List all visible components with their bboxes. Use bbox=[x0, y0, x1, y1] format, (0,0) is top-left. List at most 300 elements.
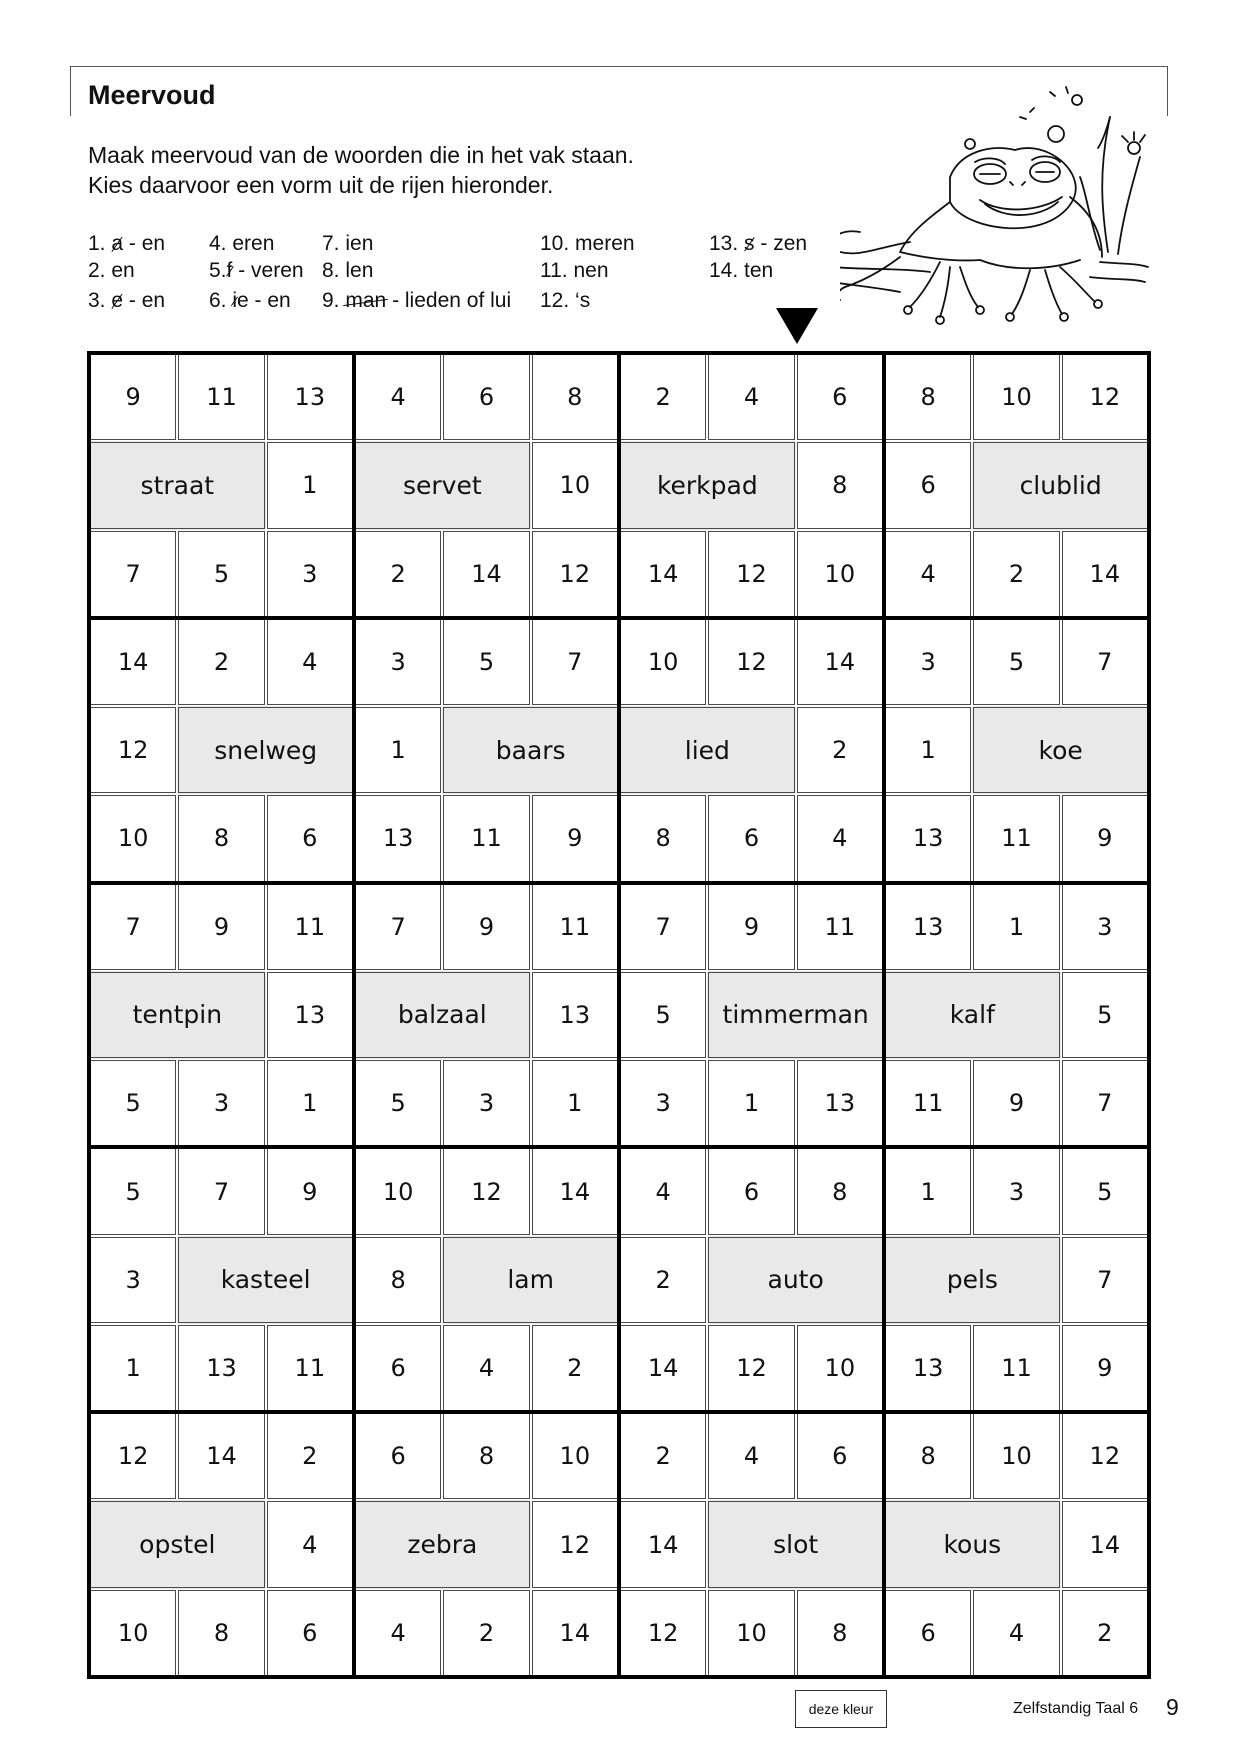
number-text: 14 bbox=[117, 647, 149, 676]
number-cell bbox=[354, 883, 442, 971]
number-cell bbox=[1061, 1147, 1149, 1235]
number-text: 4 bbox=[1008, 1618, 1025, 1647]
number-cell bbox=[177, 794, 265, 882]
number-text: 12 bbox=[1089, 1442, 1121, 1471]
number-cell bbox=[796, 1059, 884, 1147]
number-cell bbox=[531, 794, 619, 882]
number-cell bbox=[531, 1147, 619, 1235]
number-text: 9 bbox=[1097, 1354, 1113, 1383]
number-text: 6 bbox=[832, 383, 848, 412]
number-cell bbox=[884, 1147, 972, 1235]
number-cell bbox=[972, 618, 1060, 706]
number-text: 13 bbox=[824, 1089, 856, 1118]
number-text: 11 bbox=[206, 383, 237, 412]
word-cell bbox=[707, 971, 884, 1059]
word-text: tentpin bbox=[132, 1000, 223, 1030]
number-cell bbox=[972, 883, 1060, 971]
word-text: zebra bbox=[407, 1530, 478, 1560]
number-text: 7 bbox=[1097, 1089, 1113, 1118]
number-cell bbox=[796, 1147, 884, 1235]
number-text: 5 bbox=[1008, 647, 1025, 676]
number-text: 13 bbox=[912, 1354, 944, 1383]
number-text: 8 bbox=[567, 383, 583, 412]
number-cell bbox=[796, 1324, 884, 1412]
number-cell bbox=[1061, 971, 1149, 1059]
option-9: 9. man - lieden of lui bbox=[322, 289, 512, 312]
number-text: 8 bbox=[213, 824, 230, 853]
number-cell bbox=[619, 618, 707, 706]
number-cell bbox=[707, 1059, 795, 1147]
number-text: 14 bbox=[647, 1530, 679, 1559]
number-cell bbox=[1061, 1236, 1149, 1324]
number-cell bbox=[266, 530, 354, 618]
number-text: 9 bbox=[478, 912, 495, 941]
number-cell bbox=[266, 618, 354, 706]
number-text: 9 bbox=[302, 1177, 318, 1206]
number-cell bbox=[354, 794, 442, 882]
word-cell bbox=[619, 441, 796, 529]
number-cell bbox=[796, 1589, 884, 1677]
page-title: Meervoud bbox=[88, 80, 216, 110]
number-cell bbox=[796, 794, 884, 882]
number-text: 11 bbox=[294, 912, 326, 941]
option-1: 1. a - en bbox=[88, 232, 166, 255]
number-cell bbox=[1061, 353, 1149, 441]
number-cell bbox=[442, 1412, 530, 1500]
number-text: 13 bbox=[294, 383, 326, 412]
number-text: 4 bbox=[302, 647, 318, 676]
number-cell bbox=[354, 1147, 442, 1235]
word-cell bbox=[442, 706, 619, 794]
number-cell bbox=[707, 1412, 795, 1500]
number-text: 9 bbox=[567, 824, 583, 853]
number-cell bbox=[884, 1324, 972, 1412]
word-cell bbox=[89, 441, 266, 529]
number-text: 1 bbox=[567, 1089, 583, 1118]
number-cell bbox=[619, 883, 707, 971]
number-text: 7 bbox=[655, 912, 671, 941]
color-sample-box: deze kleur bbox=[795, 1690, 887, 1728]
number-text: 10 bbox=[1001, 383, 1032, 412]
number-text: 9 bbox=[213, 912, 230, 941]
number-cell bbox=[619, 794, 707, 882]
number-text: 3 bbox=[655, 1089, 671, 1118]
number-cell bbox=[707, 353, 795, 441]
number-text: 13 bbox=[912, 824, 944, 853]
number-text: 12 bbox=[736, 647, 767, 676]
number-text: 7 bbox=[125, 912, 141, 941]
number-text: 2 bbox=[832, 736, 848, 765]
number-text: 4 bbox=[655, 1177, 671, 1206]
grid-block-line-horizontal bbox=[87, 1410, 1151, 1414]
number-cell bbox=[177, 618, 265, 706]
number-cell bbox=[354, 1236, 442, 1324]
number-cell bbox=[531, 1500, 619, 1588]
number-cell bbox=[972, 1589, 1060, 1677]
word-cell bbox=[972, 706, 1149, 794]
number-cell bbox=[707, 794, 795, 882]
word-text: straat bbox=[140, 470, 215, 500]
word-text: clublid bbox=[1019, 470, 1102, 500]
number-text: 6 bbox=[302, 824, 318, 853]
number-text: 9 bbox=[1008, 1089, 1025, 1118]
number-text: 3 bbox=[213, 1089, 230, 1118]
grid-block-line-vertical bbox=[882, 351, 886, 1679]
number-cell bbox=[972, 794, 1060, 882]
number-cell bbox=[619, 1324, 707, 1412]
number-text: 14 bbox=[647, 1354, 679, 1383]
number-text: 13 bbox=[912, 912, 944, 941]
number-cell bbox=[531, 441, 619, 529]
number-cell bbox=[884, 618, 972, 706]
number-cell bbox=[531, 971, 619, 1059]
number-text: 1 bbox=[743, 1089, 760, 1118]
number-cell bbox=[707, 618, 795, 706]
instruction-line-2: Kies daarvoor een vorm uit de rijen hieronder. bbox=[88, 172, 554, 198]
number-cell bbox=[531, 618, 619, 706]
number-text: 9 bbox=[743, 912, 760, 941]
number-cell bbox=[884, 1589, 972, 1677]
number-cell bbox=[1061, 1589, 1149, 1677]
number-text: 5 bbox=[125, 1089, 141, 1118]
number-text: 1 bbox=[920, 736, 936, 765]
number-cell bbox=[796, 441, 884, 529]
number-text: 7 bbox=[125, 559, 141, 588]
number-cell bbox=[972, 1324, 1060, 1412]
number-text: 13 bbox=[559, 1000, 591, 1029]
number-text: 3 bbox=[125, 1265, 141, 1294]
grid-block-line-horizontal bbox=[87, 881, 1151, 885]
number-text: 2 bbox=[390, 559, 406, 588]
number-cell bbox=[796, 1412, 884, 1500]
number-cell bbox=[1061, 1324, 1149, 1412]
number-text: 6 bbox=[390, 1442, 406, 1471]
number-text: 4 bbox=[390, 1618, 406, 1647]
word-text: auto bbox=[767, 1265, 824, 1295]
number-text: 7 bbox=[1097, 647, 1113, 676]
header-frame-right bbox=[1167, 66, 1168, 116]
number-text: 2 bbox=[1097, 1618, 1113, 1647]
number-cell bbox=[619, 1589, 707, 1677]
number-text: 6 bbox=[920, 1618, 936, 1647]
number-cell bbox=[266, 1589, 354, 1677]
number-text: 4 bbox=[743, 383, 760, 412]
word-cell bbox=[89, 1500, 266, 1588]
number-text: 9 bbox=[1097, 824, 1113, 853]
word-cell bbox=[354, 441, 531, 529]
number-text: 9 bbox=[125, 383, 141, 412]
option-2: 2. en bbox=[88, 259, 135, 282]
number-text: 2 bbox=[655, 1442, 671, 1471]
word-cell bbox=[707, 1236, 884, 1324]
page-number: 9 bbox=[1166, 1694, 1179, 1720]
number-text: 1 bbox=[302, 471, 318, 500]
word-text: servet bbox=[402, 470, 482, 500]
number-cell bbox=[442, 794, 530, 882]
grid-block-line-vertical bbox=[87, 351, 91, 1679]
number-text: 11 bbox=[1001, 824, 1032, 853]
number-cell bbox=[884, 530, 972, 618]
header-frame-top bbox=[70, 66, 1168, 67]
number-cell bbox=[354, 530, 442, 618]
number-text: 1 bbox=[1008, 912, 1025, 941]
number-cell bbox=[354, 706, 442, 794]
number-text: 3 bbox=[1008, 1177, 1025, 1206]
word-text: pels bbox=[946, 1265, 998, 1295]
down-arrow-marker bbox=[776, 308, 818, 344]
number-cell bbox=[442, 1147, 530, 1235]
number-text: 12 bbox=[117, 736, 149, 765]
number-cell bbox=[442, 1589, 530, 1677]
option-11: 11. nen bbox=[540, 259, 609, 282]
number-cell bbox=[1061, 530, 1149, 618]
number-text: 5 bbox=[390, 1089, 406, 1118]
number-cell bbox=[177, 1059, 265, 1147]
number-cell bbox=[442, 618, 530, 706]
number-text: 4 bbox=[302, 1530, 318, 1559]
number-cell bbox=[266, 1059, 354, 1147]
number-cell bbox=[266, 1147, 354, 1235]
number-cell bbox=[266, 1412, 354, 1500]
book-title: Zelfstandig Taal 6 bbox=[1013, 1700, 1139, 1717]
number-cell bbox=[884, 441, 972, 529]
number-cell bbox=[177, 353, 265, 441]
number-cell bbox=[1061, 1412, 1149, 1500]
number-cell bbox=[89, 1147, 177, 1235]
word-text: kerkpad bbox=[656, 470, 758, 500]
number-cell bbox=[796, 530, 884, 618]
number-text: 6 bbox=[743, 1177, 760, 1206]
number-cell bbox=[442, 1324, 530, 1412]
number-text: 12 bbox=[559, 1530, 591, 1559]
number-cell bbox=[1061, 1059, 1149, 1147]
word-text: balzaal bbox=[397, 1000, 487, 1030]
grid-block-line-vertical bbox=[352, 351, 356, 1679]
word-cell bbox=[177, 706, 354, 794]
number-text: 10 bbox=[1001, 1442, 1032, 1471]
number-text: 8 bbox=[832, 1177, 848, 1206]
number-text: 2 bbox=[655, 1265, 671, 1294]
number-text: 11 bbox=[1001, 1354, 1032, 1383]
number-cell bbox=[266, 353, 354, 441]
number-cell bbox=[266, 971, 354, 1059]
number-cell bbox=[972, 530, 1060, 618]
number-cell bbox=[442, 1059, 530, 1147]
number-text: 1 bbox=[390, 736, 406, 765]
number-cell bbox=[89, 1412, 177, 1500]
number-text: 8 bbox=[832, 1618, 848, 1647]
word-cell bbox=[884, 971, 1061, 1059]
number-text: 13 bbox=[294, 1000, 326, 1029]
number-cell bbox=[707, 530, 795, 618]
number-cell bbox=[972, 1412, 1060, 1500]
number-text: 3 bbox=[920, 647, 936, 676]
number-cell bbox=[354, 1324, 442, 1412]
number-text: 4 bbox=[743, 1442, 760, 1471]
option-14: 14. ten bbox=[709, 259, 774, 282]
number-cell bbox=[177, 1589, 265, 1677]
number-cell bbox=[884, 1412, 972, 1500]
number-text: 12 bbox=[736, 1354, 767, 1383]
number-text: 11 bbox=[559, 912, 591, 941]
option-7: 7. ien bbox=[322, 232, 374, 255]
number-text: 10 bbox=[647, 647, 679, 676]
option-3: 3. e - en bbox=[88, 289, 166, 312]
number-cell bbox=[89, 1059, 177, 1147]
number-text: 10 bbox=[117, 824, 149, 853]
number-text: 14 bbox=[1089, 559, 1121, 588]
number-text: 14 bbox=[1089, 1530, 1121, 1559]
word-cell bbox=[884, 1236, 1061, 1324]
number-text: 6 bbox=[743, 824, 760, 853]
number-text: 8 bbox=[213, 1618, 230, 1647]
number-cell bbox=[531, 1059, 619, 1147]
grid-block-line-vertical bbox=[1147, 351, 1151, 1679]
number-cell bbox=[89, 706, 177, 794]
number-cell bbox=[89, 1589, 177, 1677]
word-cell bbox=[972, 441, 1149, 529]
instruction-line-1: Maak meervoud van de woorden die in het vak staan. bbox=[88, 142, 634, 168]
number-text: 14 bbox=[206, 1442, 237, 1471]
number-text: 3 bbox=[390, 647, 406, 676]
word-text: opstel bbox=[139, 1530, 216, 1560]
number-cell bbox=[266, 1324, 354, 1412]
number-cell bbox=[89, 794, 177, 882]
number-cell bbox=[884, 353, 972, 441]
number-text: 6 bbox=[478, 383, 495, 412]
word-cell bbox=[619, 706, 796, 794]
number-cell bbox=[1061, 794, 1149, 882]
number-text: 10 bbox=[382, 1177, 414, 1206]
number-text: 8 bbox=[920, 383, 936, 412]
number-text: 12 bbox=[471, 1177, 502, 1206]
number-cell bbox=[266, 794, 354, 882]
number-cell bbox=[89, 883, 177, 971]
number-text: 2 bbox=[655, 383, 671, 412]
number-cell bbox=[177, 530, 265, 618]
number-text: 3 bbox=[302, 559, 318, 588]
number-text: 2 bbox=[478, 1618, 495, 1647]
number-cell bbox=[1061, 618, 1149, 706]
number-text: 1 bbox=[125, 1354, 141, 1383]
number-text: 5 bbox=[125, 1177, 141, 1206]
number-cell bbox=[707, 1589, 795, 1677]
number-text: 6 bbox=[302, 1618, 318, 1647]
number-cell bbox=[531, 530, 619, 618]
number-cell bbox=[89, 618, 177, 706]
option-6: 6. ie - en bbox=[209, 289, 291, 312]
number-cell bbox=[1061, 1500, 1149, 1588]
number-text: 11 bbox=[912, 1089, 944, 1118]
word-text: snelweg bbox=[214, 735, 318, 765]
number-text: 3 bbox=[478, 1089, 495, 1118]
number-text: 8 bbox=[390, 1265, 406, 1294]
number-text: 13 bbox=[206, 1354, 237, 1383]
number-cell bbox=[89, 1324, 177, 1412]
number-text: 5 bbox=[1097, 1177, 1113, 1206]
number-text: 12 bbox=[1089, 383, 1121, 412]
word-text: lam bbox=[507, 1265, 554, 1295]
number-cell bbox=[619, 1147, 707, 1235]
word-text: kalf bbox=[949, 1000, 995, 1030]
option-12: 12. ‘s bbox=[540, 289, 591, 312]
number-text: 6 bbox=[832, 1442, 848, 1471]
number-cell bbox=[619, 353, 707, 441]
number-cell bbox=[266, 441, 354, 529]
number-text: 10 bbox=[117, 1618, 149, 1647]
number-cell bbox=[884, 883, 972, 971]
number-text: 10 bbox=[824, 1354, 856, 1383]
number-cell bbox=[972, 1059, 1060, 1147]
number-text: 7 bbox=[567, 647, 583, 676]
number-cell bbox=[796, 706, 884, 794]
number-cell bbox=[1061, 883, 1149, 971]
option-10: 10. meren bbox=[540, 232, 635, 255]
number-cell bbox=[707, 1324, 795, 1412]
grid-block-line-vertical bbox=[617, 351, 621, 1679]
number-cell bbox=[531, 883, 619, 971]
grid-block-line-horizontal bbox=[87, 351, 1151, 355]
grid-block-line-horizontal bbox=[87, 1145, 1151, 1149]
number-text: 8 bbox=[478, 1442, 495, 1471]
number-cell bbox=[884, 794, 972, 882]
number-text: 7 bbox=[213, 1177, 230, 1206]
word-cell bbox=[884, 1500, 1061, 1588]
number-text: 6 bbox=[920, 471, 936, 500]
number-cell bbox=[177, 1324, 265, 1412]
word-cell bbox=[354, 971, 531, 1059]
option-5: 5.f - veren bbox=[209, 259, 304, 282]
number-text: 2 bbox=[302, 1442, 318, 1471]
number-text: 3 bbox=[1097, 912, 1113, 941]
number-text: 14 bbox=[824, 647, 856, 676]
number-cell bbox=[707, 1147, 795, 1235]
number-cell bbox=[354, 353, 442, 441]
number-cell bbox=[442, 353, 530, 441]
number-text: 8 bbox=[655, 824, 671, 853]
number-text: 12 bbox=[647, 1618, 679, 1647]
word-cell bbox=[354, 1500, 531, 1588]
number-text: 1 bbox=[302, 1089, 318, 1118]
number-cell bbox=[972, 353, 1060, 441]
word-text: lied bbox=[684, 735, 730, 765]
number-cell bbox=[884, 706, 972, 794]
number-text: 10 bbox=[824, 559, 856, 588]
number-cell bbox=[354, 1589, 442, 1677]
number-cell bbox=[796, 353, 884, 441]
number-text: 2 bbox=[1008, 559, 1025, 588]
number-cell bbox=[266, 1500, 354, 1588]
grid-block-line-horizontal bbox=[87, 616, 1151, 620]
number-text: 11 bbox=[471, 824, 502, 853]
number-text: 5 bbox=[478, 647, 495, 676]
number-cell bbox=[531, 1324, 619, 1412]
number-cell bbox=[619, 1500, 707, 1588]
option-13: 13. s - zen bbox=[709, 232, 808, 255]
number-cell bbox=[177, 883, 265, 971]
number-text: 8 bbox=[920, 1442, 936, 1471]
number-cell bbox=[266, 883, 354, 971]
number-cell bbox=[89, 353, 177, 441]
number-text: 5 bbox=[213, 559, 230, 588]
number-cell bbox=[796, 618, 884, 706]
word-cell bbox=[89, 971, 266, 1059]
word-cell bbox=[177, 1236, 354, 1324]
number-cell bbox=[354, 1412, 442, 1500]
number-cell bbox=[619, 530, 707, 618]
option-4: 4. eren bbox=[209, 232, 275, 255]
number-text: 2 bbox=[567, 1354, 583, 1383]
